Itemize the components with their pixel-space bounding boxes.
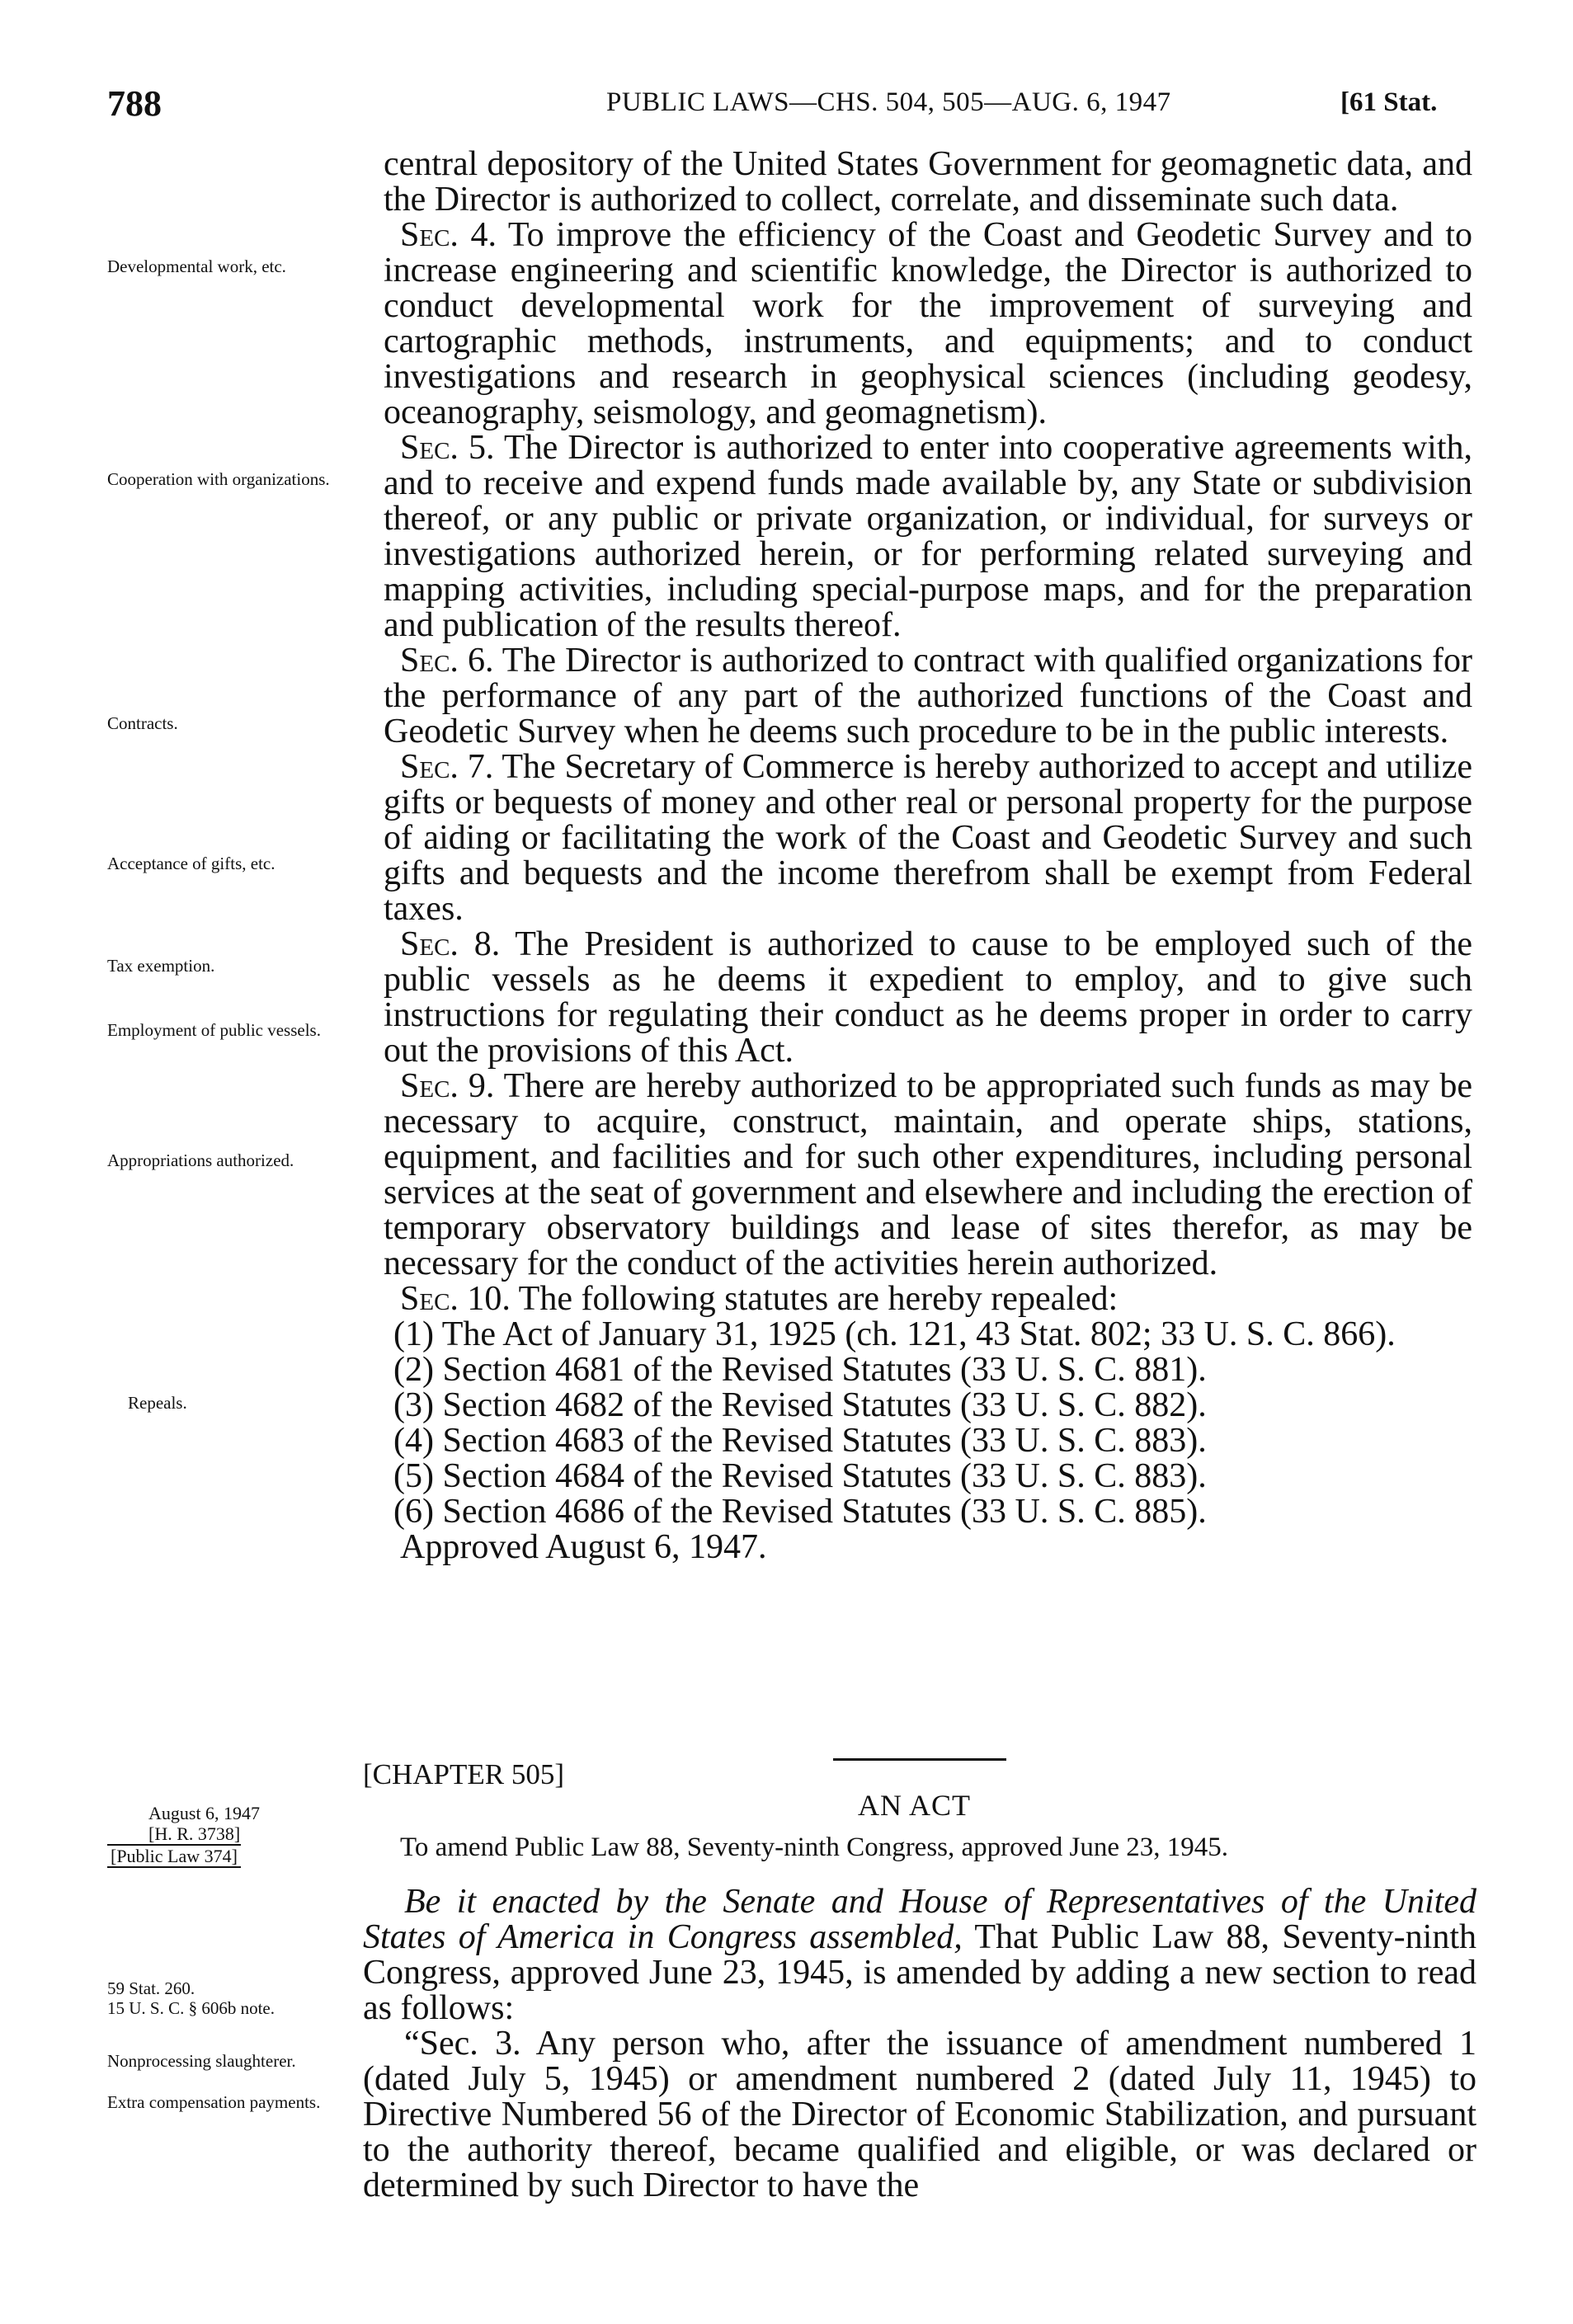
repeal-list <box>384 1317 1472 1530</box>
margin-note-extra-comp: Extra compensation payments. <box>107 2092 321 2112</box>
approval-date: Approved August 6, 1947. <box>400 1528 767 1566</box>
repeal-item: (2) Section 4681 of the Revised Statutes (33 U. S. C. 881). <box>393 1351 1207 1389</box>
enacting-clause: Be it enacted by the Senate and House of Representatives of the United States of America in Congress assembled, <box>363 1883 1476 1956</box>
section-10: Sec. 10. The following statutes are hereby repealed: <box>400 1280 1119 1318</box>
running-header <box>0 82 1573 132</box>
margin-note-tax: Tax exemption. <box>107 956 215 976</box>
margin-note-developmental: Developmental work, etc. <box>107 256 286 276</box>
margin-note-usc: 15 U. S. C. § 606b note. <box>107 1998 276 2018</box>
bill-date: August 6, 1947 <box>148 1803 261 1823</box>
public-law-number: [Public Law 374] <box>107 1844 241 1868</box>
running-title: PUBLIC LAWS—CHS. 504, 505—AUG. 6, 1947 <box>606 87 1171 117</box>
repeal-item: (6) Section 4686 of the Revised Statutes (33 U. S. C. 885). <box>393 1493 1207 1531</box>
chapter-504-body <box>384 147 1472 1565</box>
margin-note-nonprocessing: Nonprocessing slaughterer. <box>107 2051 296 2071</box>
act-purpose: To amend Public Law 88, Seventy-ninth Congress, approved June 23, 1945. <box>400 1832 1229 1862</box>
margin-note-cooperation: Cooperation with organizations. <box>107 469 330 489</box>
section-3-text: “Sec. 3. Any person who, after the issuance of amendment numbered 1 (dated July 5, 1945) or amendment numbered 2 (dated July 11, 1945) to Directive Numbered 56 of the Director of Economic Stabilization, and pursuant to the authority thereof, became qualified and eligible, or was declared or determined by such Director to have the <box>363 2025 1476 2204</box>
section-9: Sec. 9. There are hereby authorized to be appropriated such funds as may be necessary to acquire, construct, maintain, and operate ships, stations, equipment, and facilities and for such other expenditures, including personal services at the seat of government and elsewhere and including the erection of temporary observatory buildings and lease of sites therefor, as may be necessary for the conduct of the activities herein authorized. <box>384 1067 1472 1282</box>
repeal-item: (3) Section 4682 of the Revised Statutes (33 U. S. C. 882). <box>393 1386 1207 1424</box>
repeal-item: (5) Section 4684 of the Revised Statutes (33 U. S. C. 883). <box>393 1457 1207 1495</box>
volume-reference: [61 Stat. <box>1340 87 1438 117</box>
enacting-paragraph: Be it enacted by the Senate and House of Representatives of the United States of America in Congress assembled, That Public Law 88, Seventy-ninth Congress, approved June 23, 1945, is amended by adding a new section to read as follows: <box>363 1883 1476 2027</box>
margin-note-gifts: Acceptance of gifts, etc. <box>107 854 276 873</box>
margin-note-stat: 59 Stat. 260. <box>107 1978 195 1998</box>
section-8: Sec. 8. The President is authorized to cause to be employed such of the public vessels as he deems it expedient to employ, and to give such instructions for regulating their conduct as he deems proper in order to carry out the provisions of this Act. <box>384 925 1473 1070</box>
margin-note-appropriations: Appropriations authorized. <box>107 1150 294 1170</box>
opening-paragraph: central depository of the United States Government for geomagnetic data, and the Director is authorized to collect, correlate, and disseminate such data. <box>384 145 1472 219</box>
margin-note-vessels: Employment of public vessels. <box>107 1020 321 1040</box>
chapter-label: [CHAPTER 505] <box>363 1758 565 1790</box>
chapter-505-body <box>363 1884 1476 2204</box>
section-4: Sec. 4. To improve the efficiency of the Coast and Geodetic Survey and to increase engineering and scientific knowledge, the Director is authorized to conduct developmental work for the improvement of surveying and cartographic methods, instruments, and equipments; and to conduct investigations and research in geophysical sciences (including geodesy, oceanography, seismology, and geomagnetism). <box>384 216 1472 431</box>
section-divider <box>833 1758 1006 1761</box>
margin-note-repeals: Repeals. <box>128 1393 187 1413</box>
repeal-item: (1) The Act of January 31, 1925 (ch. 121, 43 Stat. 802; 33 U. S. C. 866). <box>393 1315 1396 1353</box>
section-7: Sec. 7. The Secretary of Commerce is hereby authorized to accept and utilize gifts or bequests of money and other real or personal property for the purpose of aiding or facilitating the work of the Coast and Geodetic Survey and such gifts and bequests and the income therefrom shall be exempt from Federal taxes. <box>384 748 1472 928</box>
repeal-item: (4) Section 4683 of the Revised Statutes (33 U. S. C. 883). <box>393 1422 1207 1460</box>
act-heading: AN ACT <box>858 1789 972 1822</box>
section-5: Sec. 5. The Director is authorized to enter into cooperative agreements with, and to receive and expend funds made available by, any State or subdivision thereof, or any public or private organization, or individual, for surveys or investigations authorized herein, or for performing related surveying and mapping activities, including special-purpose maps, and for the preparation and publication of the results thereof. <box>384 429 1472 644</box>
section-6: Sec. 6. The Director is authorized to contract with qualified organizations for the performance of any part of the authorized functions of the Coast and Geodetic Survey when he deems such procedure to be in the public interests. <box>384 642 1472 750</box>
bill-hr-number: [H. R. 3738] <box>148 1823 241 1844</box>
bill-reference <box>107 1803 260 1868</box>
margin-note-contracts: Contracts. <box>107 713 178 733</box>
page-number: 788 <box>107 83 162 124</box>
